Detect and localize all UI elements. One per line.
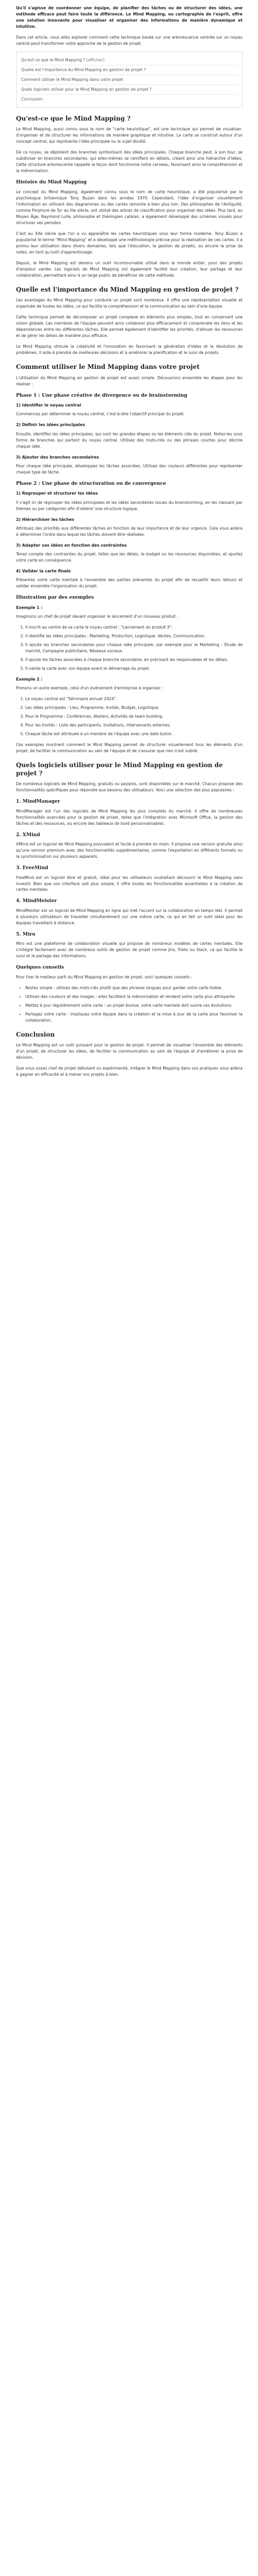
- toc-toggle-button[interactable]: [afficher]: [86, 57, 105, 62]
- subsection-heading: Phase 1 : Une phase créative de divergence ou de brainstorming: [16, 392, 187, 398]
- example-steps-list: [16, 624, 243, 672]
- tips-list: [16, 985, 243, 1024]
- list-item: • Utilisez des couleurs et des images : elles facilitent la mémorisation et rendent votre carte plus attrayante.: [25, 994, 243, 1000]
- toc-item[interactable]: [21, 85, 237, 95]
- toc-link[interactable]: Conclusion: [21, 96, 43, 101]
- paragraph: Prenons un autre exemple, celui d'un événement d'entreprise à organiser :: [16, 686, 164, 691]
- subsection-heading: Histoire du Mind Mapping: [16, 179, 87, 185]
- paragraph: Attribuez des priorités aux différentes tâches en fonction de leur importance et de leur urgence. Cela vous aidera à déterminer l'ordre dans lequel les tâches doivent être réalisées.: [16, 526, 243, 537]
- paragraph: De ce noyau, se déploient des branches symbolisant des idées principales. Chaque branche peut, à son tour, se subdiviser en branches secondaires, qui elles-mêmes se ramifient en détails, créant ainsi une hiérarchie d'idées. Cette structure arborescente rappelle la façon dont fonctionne notre cerveau, favorisant ainsi la compréhension et la mémorisation.: [16, 150, 243, 174]
- list-item: 3. Il ajoute les branches secondaires pour chaque idée principale, par exemple pour le Marketing : Étude de marché, Campagne publicitaire, Réseaux sociaux.: [25, 642, 243, 654]
- toc-link[interactable]: Qu'est-ce que le Mind Mapping ?: [21, 57, 86, 62]
- paragraph: C'est au XXe siècle que l'on a vu apparaître les cartes heuristiques sous leur forme moderne. Tony Buzan a popularisé le terme "Mind Mapping" et a développé une méthodologie précise pour la réalisation de ces cartes. Il a promu leur utilisation dans divers domaines, tels que l'éducation, la gestion de projets, ou encore la prise de notes, en tant qu'outil d'apprentissage.: [16, 231, 243, 255]
- step-heading: 1) Identifier le noyau central: [16, 402, 82, 408]
- toc-item[interactable]: [21, 95, 237, 104]
- list-item: 5. Il valide la carte avec son équipe avant le démarrage du projet.: [25, 666, 243, 672]
- intro-lead: Qu'il s'agisse de coordonner une équipe, de planifier des tâches ou de structurer des idées, une méthode efficace peut faire toute la différence. Le Mind Mapping, ou cartographie de l'esprit, offre une solution innovante pour visualiser et organiser des informations de manière dynamique et intuitive.: [16, 6, 243, 29]
- paragraph: Le concept du Mind Mapping, également connu sous le nom de carte heuristique, a été popularisé par le psychologue britannique Tony Buzan dans les années 1970. Cependant, l'idée d'organiser visuellement l'information en utilisant des diagrammes ou des cartes remonte à bien plus loin. Des philosophes de l'Antiquité, comme Porphyre de Tyr au IIIe siècle, ont utilisé des arbres de classification pour organiser des idées. Plus tard, au Moyen Âge, Raymond Lulle, philosophe et théologien catalan, a également développé des schémas visuels pour structurer ses pensées.: [16, 189, 243, 225]
- paragraph: De nombreux logiciels de Mind Mapping, gratuits ou payants, sont disponibles sur le marché. Chacun propose des fonctionnalités spécifiques pour répondre aux besoins des utilisateurs. Voici une sélection des plus populaires :: [16, 782, 243, 793]
- paragraph: Les avantages du Mind Mapping pour conduire un projet sont nombreux. Il offre une représentation visuelle et organisée de toutes les idées, ce qui facilite la compréhension et la communication au sein d'une équipe.: [16, 298, 243, 309]
- list-item: 1. Il inscrit au centre de sa carte le noyau central : "Lancement du produit X".: [25, 624, 243, 631]
- paragraph: Pour tirer le meilleur parti du Mind Mapping en gestion de projet, voici quelques conseils :: [16, 974, 192, 979]
- paragraph: Depuis, le Mind Mapping est devenu un outil incontournable utilisé dans le monde entier, pour des projets d'ampleur variée. Les logiciels de Mind Mapping ont également facilité leur création, leur partage et leur collaboration, permettant ainsi à un large public de bénéficier de cette méthode.: [16, 260, 243, 278]
- list-item: 2. Il identifie les idées principales : Marketing, Production, Logistique, Ventes, Communication.: [25, 633, 243, 639]
- toc-link[interactable]: Quelle est l'importance du Mind Mapping en gestion de projet ?: [21, 67, 146, 72]
- example-steps-list: [16, 696, 243, 737]
- paragraph: Que vous soyez chef de projet débutant ou expérimenté, intégrer le Mind Mapping dans vos pratiques vous aidera à gagner en efficacité et à mener vos projets à bien.: [16, 1066, 243, 1077]
- list-item: 4. Il ajoute les tâches associées à chaque branche secondaire, en précisant les responsables et les délais.: [25, 657, 243, 663]
- list-item: • Partagez votre carte : impliquez votre équipe dans la création et la mise à jour de la carte pour favoriser la collaboration.: [25, 1011, 243, 1024]
- paragraph: L'utilisation du Mind Mapping en gestion de projet est assez simple. Découvrons ensemble les étapes pour les réaliser :: [16, 375, 243, 386]
- toc-item[interactable]: [21, 75, 237, 85]
- tool-heading: 3. FreeMind: [16, 865, 49, 871]
- paragraph: MindMeister est un logiciel de Mind Mapping en ligne qui met l'accent sur la collaboration en temps réel. Il permet à plusieurs utilisateurs de travailler simultanément sur une même carte, ce qui en fait un outil idéal pour les équipes travaillant à distance.: [16, 908, 243, 925]
- paragraph: Pour chaque idée principale, développez les tâches associées. Utilisez des couleurs différentes pour représenter chaque type de tâche.: [16, 463, 243, 474]
- toc-link[interactable]: Quels logiciels utiliser pour le Mind Mapping en gestion de projet ?: [21, 87, 152, 92]
- list-item: 4. Pour les Invités : Liste des participants, Invitations, Intervenants externes.: [25, 722, 243, 728]
- list-item: 2. Les idées principales : Lieu, Programme, Invités, Budget, Logistique.: [25, 705, 243, 711]
- tool-heading: 5. Miro: [16, 931, 36, 937]
- section-heading: Quelle est l'importance du Mind Mapping en gestion de projet ?: [16, 285, 239, 293]
- toc-item[interactable]: [21, 65, 237, 75]
- subsection-heading: Illustration par des exemples: [16, 595, 94, 601]
- example-heading: Exemple 1 :: [16, 605, 43, 610]
- paragraph: XMind est un logiciel de Mind Mapping polyvalent et facile à prendre en main. Il propose une version gratuite ainsi qu'une version premium avec des fonctionnalités supplémentaires, comme l'exportation en différents formats ou la synchronisation sur plusieurs appareils.: [16, 842, 243, 859]
- intro-paragraph: Dans cet article, vous allez explorer comment cette technique basée sur une arborescence centrée sur un noyau central peut transformer votre approche de la gestion de projet.: [16, 35, 243, 46]
- paragraph: Cette technique permet de décomposer un projet complexe en éléments plus simples, tout en conservant une vision globale. Les membres de l'équipe peuvent ainsi collaborer plus efficacement et comprendre les liens et les dépendances entre les différentes tâches. Elle permet également d'identifier les priorités, d'allouer les ressources et de gérer les délais de manière plus efficace.: [16, 315, 243, 338]
- table-of-contents: [16, 52, 243, 108]
- paragraph: Le Mind Mapping, aussi connu sous le nom de "carte heuristique", est une technique qui permet de visualiser, d'organiser et de structurer les informations de manière graphique et intuitive. La carte se construit autour d'un concept central, qui représente l'idée principale ou le sujet étudié.: [16, 127, 243, 144]
- paragraph: Miro est une plateforme de collaboration visuelle qui propose de nombreux modèles de cartes mentales. Elle s'intègre facilement avec de nombreux outils de gestion de projet comme Jira, Trello ou Slack, ce qui facilite le suivi et le partage des informations.: [16, 941, 243, 959]
- paragraph: Commencez par déterminer le noyau central, c'est-à-dire l'objectif principal du projet.: [16, 412, 185, 417]
- section-heading: Comment utiliser le Mind Mapping dans votre projet: [16, 363, 200, 370]
- list-item: • Restez simple : utilisez des mots-clés plutôt que des phrases longues pour garder votre carte lisible.: [25, 985, 243, 991]
- step-heading: 3) Adapter vos idées en fonction des contraintes: [16, 543, 127, 548]
- article: [0, 0, 258, 1089]
- paragraph: Le Mind Mapping est un outil puissant pour la gestion de projet. Il permet de visualiser l'ensemble des éléments d'un projet, de structurer les idées, de faciliter la communication au sein de l'équipe et d'améliorer la prise de décision.: [16, 1043, 243, 1060]
- tool-heading: 4. MindMeister: [16, 898, 57, 904]
- tool-heading: 1. MindManager: [16, 799, 60, 805]
- paragraph: FreeMind est un logiciel libre et gratuit, idéal pour les utilisateurs souhaitant découvrir le Mind Mapping sans investir. Bien que son interface soit plus simple, il offre toutes les fonctionnalités essentielles à la création de cartes mentales.: [16, 875, 243, 892]
- toc-item[interactable]: [21, 56, 237, 65]
- section-heading: Conclusion: [16, 1030, 55, 1038]
- step-heading: 1) Regrouper et structurer les idées: [16, 491, 98, 496]
- paragraph: MindManager est l'un des logiciels de Mind Mapping les plus complets du marché. Il offre de nombreuses fonctionnalités avancées pour la gestion de projet, telles que l'intégration avec Microsoft Office, la gestion des tâches et des ressources, ou encore des tableaux de bord personnalisables.: [16, 808, 243, 826]
- list-item: 3. Pour le Programme : Conférences, Ateliers, Activités de team building.: [25, 714, 243, 720]
- paragraph: Présentez votre carte mentale à l'ensemble des parties prenantes du projet afin de recueillir leurs retours et valider ensemble l'organisation du projet.: [16, 578, 243, 589]
- subsection-heading: Quelques conseils: [16, 964, 64, 971]
- toc-link[interactable]: Comment utiliser le Mind Mapping dans votre projet: [21, 77, 123, 82]
- step-heading: 2) Définir les idées principales: [16, 422, 85, 428]
- step-heading: 3) Ajouter des branches secondaires: [16, 454, 99, 460]
- paragraph: Imaginons un chef de projet devant organiser le lancement d'un nouveau produit :: [16, 614, 179, 619]
- section-heading: Quels logiciels utiliser pour le Mind Mapping en gestion de projet ?: [16, 761, 223, 777]
- paragraph: Tenez compte des contraintes du projet, telles que les délais, le budget ou les ressources disponibles, et ajustez votre carte en conséquence.: [16, 552, 243, 563]
- list-item: 1. Le noyau central est "Séminaire annuel 2024".: [25, 696, 243, 702]
- step-heading: 2) Hiérarchiser les tâches: [16, 517, 74, 522]
- list-item: 5. Chaque tâche est attribuée à un membre de l'équipe avec une date butoir.: [25, 731, 243, 737]
- paragraph: Ces exemples montrent comment le Mind Mapping permet de structurer visuellement tous les éléments d'un projet, de faciliter la communication au sein de l'équipe et de s'assurer que rien n'est oublié.: [16, 742, 243, 754]
- subsection-heading: Phase 2 : Une phase de structuration ou de convergence: [16, 480, 166, 486]
- example-heading: Exemple 2 :: [16, 677, 43, 682]
- tool-heading: 2. XMind: [16, 832, 40, 838]
- section-heading: Qu'est-ce que le Mind Mapping ?: [16, 114, 131, 122]
- step-heading: 4) Valider la carte finale: [16, 569, 71, 574]
- paragraph: Il s'agit ici de regrouper les idées principales et les idées secondaires issues du brainstorming, en les classant par thèmes ou par catégories afin d'obtenir une structure logique.: [16, 500, 243, 511]
- paragraph: Le Mind Mapping stimule la créativité et l'innovation en favorisant la génération d'idées et la résolution de problèmes. Il aide à prendre de meilleures décisions et à améliorer la planification et le suivi de projets.: [16, 344, 243, 355]
- list-item: • Mettez à jour régulièrement votre carte : un projet évolue, votre carte mentale doit suivre ces évolutions.: [25, 1003, 243, 1009]
- paragraph: Ensuite, identifiez les idées principales, qui sont les grandes étapes ou les éléments clés du projet. Notez-les sous forme de branches qui partent du noyau central. Utilisez des mots-clés ou des phrases courtes pour décrire chaque idée.: [16, 431, 243, 449]
